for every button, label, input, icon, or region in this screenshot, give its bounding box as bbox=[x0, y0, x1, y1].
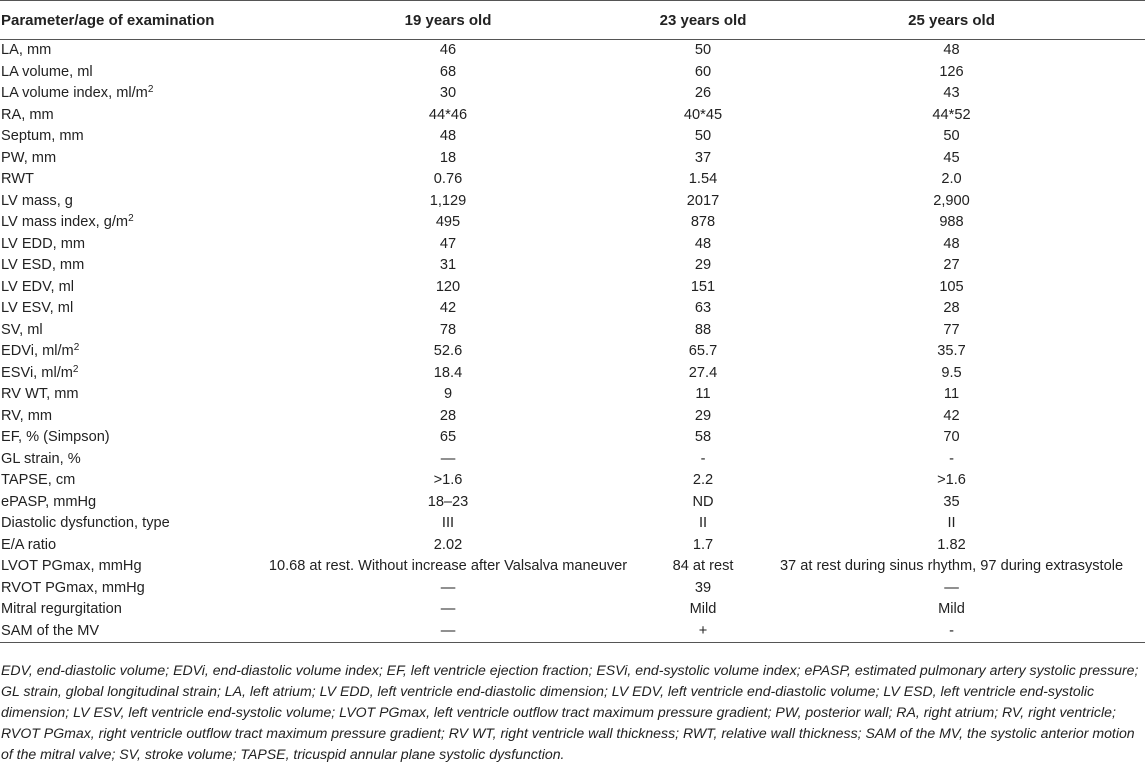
parameter-label: EDVi, ml/m bbox=[1, 343, 74, 359]
parameter-cell bbox=[0, 148, 248, 170]
value-19-years: 31 bbox=[439, 257, 457, 273]
value-25-years: >1.6 bbox=[937, 472, 966, 488]
parameter-label: LV mass, g bbox=[1, 192, 73, 209]
parameter-label: E/A ratio bbox=[1, 536, 57, 553]
value-23-years: 1.7 bbox=[692, 536, 714, 553]
value-23-years: 29 bbox=[694, 407, 712, 424]
parameter-label: LA, mm bbox=[1, 42, 52, 58]
table-row bbox=[0, 298, 1145, 320]
parameter-superscript: 2 bbox=[147, 84, 154, 95]
value-25-years: 2.0 bbox=[941, 171, 962, 187]
table-row bbox=[0, 169, 1145, 191]
parameter-label: Mitral regurgitation bbox=[1, 601, 122, 617]
value-19-years: 46 bbox=[439, 42, 457, 58]
table-row bbox=[0, 320, 1145, 342]
value-25-years: 35.7 bbox=[937, 343, 966, 359]
value-23-years: Mild bbox=[689, 601, 717, 617]
parameter-label: ePASP, mmHg bbox=[1, 493, 97, 510]
header-parameter: Parameter/age of examination bbox=[0, 1, 248, 40]
parameter-cell bbox=[0, 513, 248, 535]
value-25-years: 27 bbox=[943, 257, 960, 273]
table-row bbox=[0, 556, 1145, 578]
value-23-years: 50 bbox=[694, 128, 712, 144]
value-23-years: 84 at rest bbox=[672, 558, 734, 574]
parameter-cell bbox=[0, 470, 248, 492]
parameter-label: LV ESD, mm bbox=[1, 257, 85, 273]
value-25-years: Mild bbox=[938, 601, 965, 617]
parameter-label: LV EDD, mm bbox=[1, 235, 86, 252]
table-row bbox=[0, 492, 1145, 514]
parameter-cell bbox=[0, 320, 248, 342]
value-25-years: 43 bbox=[943, 85, 960, 101]
value-23-years: 11 bbox=[695, 386, 711, 402]
value-25-years: 9.5 bbox=[941, 364, 962, 381]
table-footnote: EDV, end-diastolic volume; EDVi, end-diastolic volume index; EF, left ventricle ejection fraction; ESVi, end-systolic volume index; ePASP, estimated pulmonary artery systolic pressure; GL strain, global longitudinal strain; LA, left atrium; LV EDD, left ventricle end-diastolic dimension; LV EDV, left ventricle end-diastolic volume; LV ESD, left ventricle end-systolic dimension; LV ESV, left ventricle end-systolic volume; LVOT PGmax, left ventricle outflow tract maximum pressure gradient; PW, posterior wall; RA, right atrium; RV, right ventricle; RVOT PGmax, right ventricle outflow tract maximum pressure gradient; RV WT, right ventricle wall thickness; RWT, relative wall thickness; SAM of the MV, the systolic anterior motion of the mitral valve; SV, stroke volume; TAPSE, tricuspid annular plane systolic dysfunction. bbox=[1, 662, 1139, 762]
value-19-years: 2.02 bbox=[433, 536, 463, 553]
value-23-years: 27.4 bbox=[688, 364, 718, 381]
value-23-years: 63 bbox=[694, 300, 712, 316]
table-row bbox=[0, 341, 1145, 363]
value-19-years: 18 bbox=[439, 149, 457, 166]
value-19-years: 18–23 bbox=[427, 493, 469, 510]
table-row bbox=[0, 449, 1145, 471]
table-row bbox=[0, 277, 1145, 299]
parameter-cell bbox=[0, 363, 248, 385]
parameter-label: SV, ml bbox=[1, 321, 43, 338]
parameter-cell bbox=[0, 83, 248, 105]
parameter-cell bbox=[0, 234, 248, 256]
value-25-years: — bbox=[944, 579, 959, 596]
value-25-years: 28 bbox=[943, 300, 960, 316]
value-23-years: 37 bbox=[694, 149, 712, 166]
parameter-label: LA volume, ml bbox=[1, 63, 93, 80]
value-23-years: - bbox=[700, 450, 706, 467]
table-row bbox=[0, 535, 1145, 557]
parameter-label: Septum, mm bbox=[1, 128, 84, 144]
value-23-years: 1.54 bbox=[688, 171, 718, 187]
parameter-label: TAPSE, cm bbox=[1, 472, 76, 488]
header-23-years: 23 years old bbox=[648, 1, 758, 40]
value-23-years: 151 bbox=[690, 278, 716, 295]
value-25-years: 11 bbox=[943, 386, 960, 402]
value-25-years: 1.82 bbox=[937, 536, 966, 553]
parameter-label: RV, mm bbox=[1, 407, 53, 424]
table-row bbox=[0, 513, 1145, 535]
value-25-years: 48 bbox=[943, 42, 960, 58]
value-19-years: 30 bbox=[439, 85, 457, 101]
parameter-label: ESVi, ml/m bbox=[1, 364, 73, 381]
table-header bbox=[0, 1, 1145, 40]
value-23-years: 2.2 bbox=[692, 472, 714, 488]
value-19-years: 9 bbox=[443, 386, 453, 402]
table-row bbox=[0, 191, 1145, 213]
value-23-years: 48 bbox=[694, 235, 712, 252]
value-25-years: 45 bbox=[943, 149, 960, 166]
parameter-cell bbox=[0, 191, 248, 213]
value-25-years: - bbox=[949, 450, 954, 467]
parameter-cell bbox=[0, 621, 248, 643]
value-23-years: 50 bbox=[694, 42, 712, 58]
parameter-cell bbox=[0, 126, 248, 148]
value-19-years: 47 bbox=[439, 235, 457, 252]
parameter-cell bbox=[0, 384, 248, 406]
value-19-years: 10.68 at rest. Without increase after Valsalva maneuver bbox=[268, 558, 628, 574]
table-row bbox=[0, 363, 1145, 385]
parameter-cell bbox=[0, 406, 248, 428]
value-23-years: 26 bbox=[694, 85, 712, 101]
value-25-years: 2,900 bbox=[933, 192, 970, 209]
table-row bbox=[0, 621, 1145, 643]
value-25-years: 105 bbox=[939, 278, 964, 295]
value-19-years: — bbox=[248, 621, 648, 643]
parameter-cell bbox=[0, 255, 248, 277]
value-23-years: 88 bbox=[694, 321, 712, 338]
value-19-years: 78 bbox=[439, 321, 457, 338]
table-row bbox=[0, 599, 1145, 621]
value-19-years: 65 bbox=[439, 429, 457, 445]
value-25-years: 44*52 bbox=[932, 106, 971, 123]
value-23-years: 58 bbox=[694, 429, 712, 445]
table-row bbox=[0, 234, 1145, 256]
value-23-years: 65.7 bbox=[688, 343, 718, 359]
value-23-years: 2017 bbox=[686, 192, 720, 209]
parameter-label: PW, mm bbox=[1, 149, 57, 166]
header-25-years: 25 years old bbox=[758, 1, 1145, 40]
parameter-label: LV EDV, ml bbox=[1, 278, 74, 295]
parameter-cell bbox=[0, 169, 248, 191]
value-19-years: — bbox=[440, 579, 456, 596]
parameter-cell bbox=[0, 62, 248, 84]
value-19-years: — bbox=[440, 601, 456, 617]
value-23-years: + bbox=[648, 621, 758, 643]
table-row bbox=[0, 427, 1145, 449]
parameter-label: GL strain, % bbox=[1, 450, 81, 467]
value-19-years: 1,129 bbox=[429, 192, 467, 209]
parameter-label: EF, % (Simpson) bbox=[1, 429, 110, 445]
parameter-label: Diastolic dysfunction, type bbox=[1, 515, 170, 531]
parameter-label: RA, mm bbox=[1, 106, 54, 123]
parameter-label: SAM of the MV bbox=[1, 622, 100, 639]
value-25-years: 77 bbox=[943, 321, 960, 338]
value-19-years: >1.6 bbox=[433, 472, 463, 488]
table-row bbox=[0, 148, 1145, 170]
value-19-years: 0.76 bbox=[433, 171, 463, 187]
parameter-cell bbox=[0, 277, 248, 299]
table-row bbox=[0, 406, 1145, 428]
value-25-years: II bbox=[947, 515, 956, 531]
value-25-years: 126 bbox=[939, 63, 964, 80]
value-25-years: 50 bbox=[943, 128, 960, 144]
value-25-years: 988 bbox=[939, 214, 964, 230]
table-row bbox=[0, 255, 1145, 277]
table-body bbox=[0, 40, 1145, 643]
parameter-cell bbox=[0, 341, 248, 363]
value-19-years: 42 bbox=[439, 300, 457, 316]
parameter-cell bbox=[0, 212, 248, 234]
table-row bbox=[0, 470, 1145, 492]
parameter-cell bbox=[0, 535, 248, 557]
value-23-years: 40*45 bbox=[683, 106, 723, 123]
parameter-cell bbox=[0, 556, 248, 578]
value-23-years: 39 bbox=[694, 579, 712, 596]
value-19-years: 44*46 bbox=[428, 106, 468, 123]
value-19-years: III bbox=[441, 515, 455, 531]
value-23-years: II bbox=[698, 515, 708, 531]
value-25-years: 37 at rest during sinus rhythm, 97 during extrasystole bbox=[779, 558, 1124, 574]
table-row bbox=[0, 83, 1145, 105]
parameter-cell bbox=[0, 427, 248, 449]
value-19-years: 48 bbox=[439, 128, 457, 144]
table-row bbox=[0, 40, 1145, 62]
table-row bbox=[0, 578, 1145, 600]
table-row bbox=[0, 126, 1145, 148]
parameter-superscript: 2 bbox=[72, 363, 79, 375]
parameter-superscript: 2 bbox=[73, 342, 80, 353]
value-23-years: 29 bbox=[694, 257, 712, 273]
value-19-years: 120 bbox=[435, 278, 461, 295]
value-19-years: 52.6 bbox=[433, 343, 463, 359]
parameter-label: RV WT, mm bbox=[1, 386, 79, 402]
parameter-label: LV mass index, g/m bbox=[1, 214, 129, 230]
table-row bbox=[0, 105, 1145, 127]
value-25-years: - bbox=[758, 621, 1145, 643]
table-row bbox=[0, 384, 1145, 406]
parameter-cell bbox=[0, 40, 248, 62]
parameter-label: RVOT PGmax, mmHg bbox=[1, 579, 145, 596]
parameter-cell bbox=[0, 105, 248, 127]
header-19-years: 19 years old bbox=[248, 1, 648, 40]
header-row bbox=[0, 1, 1145, 40]
parameter-label: LVOT PGmax, mmHg bbox=[1, 558, 142, 574]
value-19-years: 28 bbox=[439, 407, 457, 424]
parameter-label: RWT bbox=[1, 171, 34, 187]
parameter-cell bbox=[0, 578, 248, 600]
parameter-cell bbox=[0, 298, 248, 320]
value-19-years: 18.4 bbox=[433, 364, 463, 381]
value-23-years: 60 bbox=[694, 63, 712, 80]
parameter-label: LA volume index, ml/m bbox=[1, 85, 148, 101]
table-row bbox=[0, 212, 1145, 234]
value-25-years: 42 bbox=[943, 407, 960, 424]
value-19-years: — bbox=[440, 450, 456, 467]
value-25-years: 70 bbox=[943, 429, 960, 445]
value-19-years: 68 bbox=[439, 63, 457, 80]
parameter-cell bbox=[0, 449, 248, 471]
value-19-years: 495 bbox=[435, 214, 461, 230]
value-23-years: ND bbox=[692, 493, 714, 510]
value-23-years: 878 bbox=[690, 214, 716, 230]
value-25-years: 35 bbox=[943, 493, 960, 510]
value-25-years: 48 bbox=[943, 235, 960, 252]
parameter-label: LV ESV, ml bbox=[1, 300, 74, 316]
table-row bbox=[0, 62, 1145, 84]
parameter-cell bbox=[0, 492, 248, 514]
parameter-superscript: 2 bbox=[128, 213, 134, 224]
parameter-cell bbox=[0, 599, 248, 621]
